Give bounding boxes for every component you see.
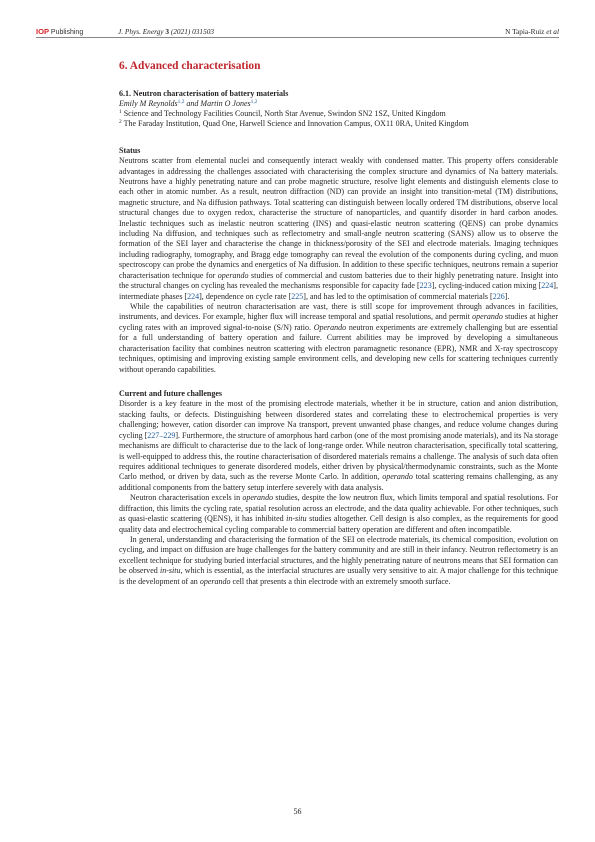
subsection-title: 6.1. Neutron characterisation of battery materials xyxy=(119,89,289,98)
paragraph: Disorder is a key feature in the most of the promising electrode materials, whether it be in structure, cation and anion distribution, stacking faults, or defects. Distinguishing between disordered states and correlating these to electrochemical properties is very challenging; however, cation disorder can improve Na transport, prevent unwanted phase changes, and reduce volume changes during cycling [227–229]. Furthermore, the structure of amorphous hard carbon (one of the most promising anode materials), and its Na storage mechanisms are difficult to characterise due to the lack of long-range order. While neutron characterisation, specifically total scattering, is well-equipped to address this, the routine characterisation of disordered materials remains a challenge. The analysis of such data often requires additional techniques to generate disordered models, either driven by physical/thermodynamic constraints, such as the Monte Carlo method, or driven by data, such as the reverse Monte Carlo. In addition, operando total scattering remains challenging, as any additional components from the battery setup interfere severely with data analysis. xyxy=(119,399,558,492)
journal-citation: J. Phys. Energy 3 (2021) 031503 xyxy=(118,27,215,36)
header-rule xyxy=(36,37,559,38)
citation-link[interactable]: 229 xyxy=(163,430,176,440)
section-title: 6. Advanced characterisation xyxy=(119,60,261,72)
affiliation: $^2$ The Faraday Institution, Quad One, Harwell Science and Innovation Campus, OX11 0RA, United Kingdom xyxy=(119,119,469,129)
affiliation: $^1$ Science and Technology Facilities Council, North Star Avenue, Swindon SN2 1SZ, United Kingdom xyxy=(119,109,446,118)
challenges-heading: Current and future challenges xyxy=(119,388,223,398)
publisher-logo: IOP Publishing xyxy=(36,27,84,36)
paragraph: Neutrons scatter from elemental nuclei and consequently interact weakly with condensed matter. This property offers considerable advantages in addressing the challenges associated with characterising the complex structure and dynamics of Na battery materials. Neutrons have a highly penetrating nature and can probe magnetic structure, resolve light elements and distinguish elements close to each other in atomic number. As a result, neutron diffraction (ND) can provide an insight into transition-metal (TM) distributions, magnetic structure, and Na diffusion pathways. Total scattering can distinguish between locally ordered TM distributions, observe local structural changes due to oxygen redox, characterise the structure of nanoparticles, and quantify disorder in hard carbon anodes. Inelastic techniques such as inelastic neutron scattering (INS) and quasi-elastic neutron scattering (QENS) can probe dynamics including Na diffusion, and techniques such as reflectometry and small-angle neutron scattering (SANS) allow us to observe the formation of the SEI layer and characterise the change in thickness/porosity of the SEI and electrode materials. Imaging techniques including radiography, tomography, and Bragg edge tomography can reveal the evolution of the components during cycling, and muon spectroscopy can probe the dynamics and energetics of Na diffusion. In addition to these specific techniques, neutrons remain a superior characterisation technique for operando studies of commercial and custom batteries due to their highly penetrating nature. Insight into the structural changes on cycling has revealed the mechanisms responsible for capacity fade [223], cycling-induced cation mixing [224], intermediate phases [224], dependence on cycle rate [225], and has led to the optimisation of commercial materials [226]. xyxy=(119,156,558,301)
citation-link[interactable]: 227 xyxy=(147,430,160,440)
citation-link[interactable]: 225 xyxy=(291,291,304,301)
citation-link[interactable]: 226 xyxy=(492,291,505,301)
header-authors: N Tapia-Ruiz et al xyxy=(505,27,559,36)
status-heading: Status xyxy=(119,145,141,155)
page-number: 56 xyxy=(293,807,302,816)
citation-link[interactable]: 224 xyxy=(187,291,200,301)
article-body xyxy=(119,60,558,587)
paragraph: Neutron characterisation excels in operando studies, despite the low neutron flux, which limits temporal and spatial resolutions. For diffraction, this limits the cycling rate, spatial resolution across an electrode, and the data quality achievable. For other techniques, such as quasi-elastic scattering (QENS), it has inhibited in-situ studies altogether. Cell design is also complex, as the requirements for good quality data and electrochemical cycling comparable to commercial battery operation are different and often incompatible. xyxy=(119,493,559,534)
citation-link[interactable]: 223 xyxy=(419,281,432,291)
paragraph: In general, understanding and characterising the formation of the SEI on electrode materials, its chemical composition, evolution on cycling, and impact on diffusion are huge challenges for the battery community and are still in their infancy. Neutron reflectometry is an excellent technique for studying buried interfacial structures, and the highly penetrating nature of neutrons means that SEI formation can be observed in-situ, which is essential, as the interfacial structures are usually very sensitive to air. A major challenge for this technique is the development of an operando cell that presents a thin electrode with an extremely smooth surface. xyxy=(119,534,558,586)
paragraph: While the capabilities of neutron characterisation are vast, there is still scope for improvement through advances in facilities, instruments, and devices. For example, higher flux will increase temporal and spatial resolutions, and permit operando studies at higher cycling rates with an improved signal-to-noise (S/N) ratio. Operando neutron experiments are extremely challenging but are essential for a full understanding of battery operation and failure. Current abilities may be improved by developing a simultaneous characterisation facility that combines neutron scattering with electron paramagnetic resonance (EPR), NMR and X-ray spectroscopy techniques, optimising and improving existing sample environment cells, and developing new cells for scattering techniques currently without operando capabilities. xyxy=(119,302,558,374)
author-list: Emily M Reynolds$^{1,2}$ and Martin O Jones$^{1,2}$ xyxy=(119,99,258,108)
citation-link[interactable]: 224 xyxy=(541,281,554,291)
